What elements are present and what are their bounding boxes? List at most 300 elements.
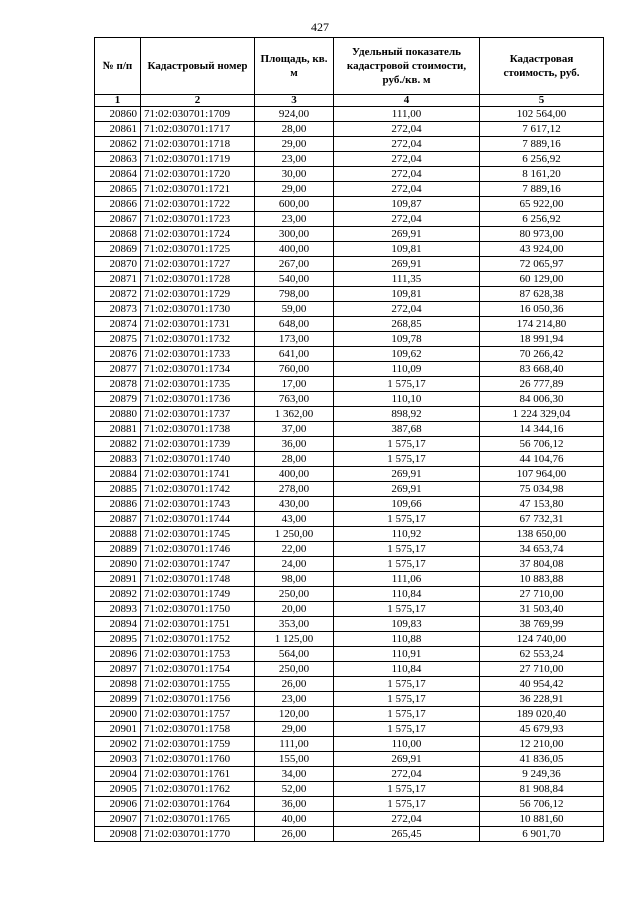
- cell-cadastral-number: 71:02:030701:1720: [141, 167, 255, 182]
- cell-cadastral-value: 72 065,97: [480, 257, 604, 272]
- cell-area: 111,00: [255, 737, 334, 752]
- cell-row-number: 20866: [95, 197, 141, 212]
- table-row: [95, 332, 604, 347]
- cell-cadastral-value: 38 769,99: [480, 617, 604, 632]
- cell-cadastral-number: 71:02:030701:1759: [141, 737, 255, 752]
- cell-cadastral-number: 71:02:030701:1723: [141, 212, 255, 227]
- cell-cadastral-number: 71:02:030701:1736: [141, 392, 255, 407]
- cell-cadastral-number: 71:02:030701:1731: [141, 317, 255, 332]
- table-row: [95, 737, 604, 752]
- cell-row-number: 20885: [95, 482, 141, 497]
- table-row: [95, 227, 604, 242]
- cell-cadastral-value: 81 908,84: [480, 782, 604, 797]
- table-row: [95, 152, 604, 167]
- cell-area: 564,00: [255, 647, 334, 662]
- cell-cadastral-value: 124 740,00: [480, 632, 604, 647]
- cell-cadastral-value: 65 922,00: [480, 197, 604, 212]
- cell-cadastral-number: 71:02:030701:1751: [141, 617, 255, 632]
- cell-unit-cost: 1 575,17: [334, 512, 480, 527]
- table-row: [95, 662, 604, 677]
- table-row: [95, 647, 604, 662]
- cell-unit-cost: 1 575,17: [334, 602, 480, 617]
- cell-cadastral-value: 1 224 329,04: [480, 407, 604, 422]
- table-row: [95, 587, 604, 602]
- cell-area: 267,00: [255, 257, 334, 272]
- cell-unit-cost: 111,06: [334, 572, 480, 587]
- table-row: [95, 602, 604, 617]
- cell-unit-cost: 1 575,17: [334, 677, 480, 692]
- cell-unit-cost: 1 575,17: [334, 437, 480, 452]
- cell-cadastral-number: 71:02:030701:1753: [141, 647, 255, 662]
- cell-unit-cost: 272,04: [334, 767, 480, 782]
- cell-area: 763,00: [255, 392, 334, 407]
- cell-row-number: 20887: [95, 512, 141, 527]
- cell-cadastral-number: 71:02:030701:1728: [141, 272, 255, 287]
- cell-area: 600,00: [255, 197, 334, 212]
- cell-unit-cost: 269,91: [334, 482, 480, 497]
- cell-area: 24,00: [255, 557, 334, 572]
- cell-row-number: 20892: [95, 587, 141, 602]
- cell-cadastral-number: 71:02:030701:1743: [141, 497, 255, 512]
- cell-row-number: 20905: [95, 782, 141, 797]
- cell-area: 20,00: [255, 602, 334, 617]
- cell-area: 641,00: [255, 347, 334, 362]
- table-row: [95, 542, 604, 557]
- cell-cadastral-value: 18 991,94: [480, 332, 604, 347]
- table-row: [95, 377, 604, 392]
- cell-row-number: 20874: [95, 317, 141, 332]
- cell-cadastral-number: 71:02:030701:1746: [141, 542, 255, 557]
- cell-row-number: 20867: [95, 212, 141, 227]
- cell-cadastral-number: 71:02:030701:1761: [141, 767, 255, 782]
- cell-row-number: 20868: [95, 227, 141, 242]
- cell-area: 648,00: [255, 317, 334, 332]
- cell-cadastral-value: 62 553,24: [480, 647, 604, 662]
- cell-cadastral-number: 71:02:030701:1734: [141, 362, 255, 377]
- cell-cadastral-value: 6 256,92: [480, 152, 604, 167]
- cell-row-number: 20875: [95, 332, 141, 347]
- cell-row-number: 20908: [95, 827, 141, 842]
- cell-cadastral-value: 44 104,76: [480, 452, 604, 467]
- table-row: [95, 362, 604, 377]
- cell-unit-cost: 110,88: [334, 632, 480, 647]
- cell-area: 36,00: [255, 797, 334, 812]
- cell-unit-cost: 1 575,17: [334, 557, 480, 572]
- cell-cadastral-number: 71:02:030701:1730: [141, 302, 255, 317]
- cell-unit-cost: 272,04: [334, 302, 480, 317]
- cell-unit-cost: 110,84: [334, 662, 480, 677]
- cell-row-number: 20884: [95, 467, 141, 482]
- cell-cadastral-value: 27 710,00: [480, 587, 604, 602]
- cell-area: 924,00: [255, 107, 334, 122]
- table-row: [95, 692, 604, 707]
- header-row-number: № п/п: [95, 38, 141, 95]
- cell-cadastral-value: 60 129,00: [480, 272, 604, 287]
- table-row: [95, 437, 604, 452]
- cell-cadastral-number: 71:02:030701:1737: [141, 407, 255, 422]
- cell-cadastral-number: 71:02:030701:1740: [141, 452, 255, 467]
- table-row: [95, 572, 604, 587]
- cell-area: 29,00: [255, 182, 334, 197]
- cell-cadastral-value: 8 161,20: [480, 167, 604, 182]
- cell-cadastral-number: 71:02:030701:1709: [141, 107, 255, 122]
- cell-area: 1 125,00: [255, 632, 334, 647]
- cell-cadastral-number: 71:02:030701:1754: [141, 662, 255, 677]
- cell-area: 30,00: [255, 167, 334, 182]
- table-row: [95, 797, 604, 812]
- table-row: [95, 482, 604, 497]
- column-index: 4: [334, 95, 480, 107]
- cell-area: 43,00: [255, 512, 334, 527]
- cell-cadastral-number: 71:02:030701:1762: [141, 782, 255, 797]
- cell-cadastral-value: 87 628,38: [480, 287, 604, 302]
- page-number: 427: [311, 20, 329, 34]
- cell-cadastral-value: 84 006,30: [480, 392, 604, 407]
- cell-area: 430,00: [255, 497, 334, 512]
- cell-area: 353,00: [255, 617, 334, 632]
- cell-cadastral-number: 71:02:030701:1750: [141, 602, 255, 617]
- cell-unit-cost: 110,00: [334, 737, 480, 752]
- cell-cadastral-value: 174 214,80: [480, 317, 604, 332]
- cell-unit-cost: 269,91: [334, 227, 480, 242]
- cell-unit-cost: 110,84: [334, 587, 480, 602]
- cell-cadastral-value: 56 706,12: [480, 437, 604, 452]
- cell-unit-cost: 272,04: [334, 182, 480, 197]
- cell-area: 59,00: [255, 302, 334, 317]
- cell-unit-cost: 111,35: [334, 272, 480, 287]
- cell-unit-cost: 109,83: [334, 617, 480, 632]
- table-row: [95, 632, 604, 647]
- cell-cadastral-value: 83 668,40: [480, 362, 604, 377]
- cell-cadastral-number: 71:02:030701:1752: [141, 632, 255, 647]
- cell-area: 17,00: [255, 377, 334, 392]
- cell-cadastral-number: 71:02:030701:1738: [141, 422, 255, 437]
- cell-area: 36,00: [255, 437, 334, 452]
- cell-cadastral-value: 12 210,00: [480, 737, 604, 752]
- cell-row-number: 20864: [95, 167, 141, 182]
- cell-unit-cost: 272,04: [334, 212, 480, 227]
- cell-row-number: 20870: [95, 257, 141, 272]
- table-row: [95, 137, 604, 152]
- table-row: [95, 422, 604, 437]
- table-row: [95, 677, 604, 692]
- cell-row-number: 20902: [95, 737, 141, 752]
- cell-area: 23,00: [255, 692, 334, 707]
- cell-cadastral-value: 43 924,00: [480, 242, 604, 257]
- cell-row-number: 20873: [95, 302, 141, 317]
- cell-cadastral-value: 9 249,36: [480, 767, 604, 782]
- cell-unit-cost: 387,68: [334, 422, 480, 437]
- cell-cadastral-number: 71:02:030701:1745: [141, 527, 255, 542]
- cell-cadastral-value: 7 889,16: [480, 137, 604, 152]
- cell-area: 300,00: [255, 227, 334, 242]
- cell-cadastral-number: 71:02:030701:1741: [141, 467, 255, 482]
- cell-unit-cost: 268,85: [334, 317, 480, 332]
- cell-unit-cost: 898,92: [334, 407, 480, 422]
- cell-cadastral-value: 67 732,31: [480, 512, 604, 527]
- cell-area: 760,00: [255, 362, 334, 377]
- cadastral-value-table: [94, 37, 604, 842]
- table-row: [95, 347, 604, 362]
- cell-cadastral-number: 71:02:030701:1727: [141, 257, 255, 272]
- cell-cadastral-value: 10 883,88: [480, 572, 604, 587]
- cell-area: 26,00: [255, 827, 334, 842]
- cell-cadastral-number: 71:02:030701:1749: [141, 587, 255, 602]
- cell-area: 250,00: [255, 587, 334, 602]
- cell-area: 52,00: [255, 782, 334, 797]
- cell-unit-cost: 109,78: [334, 332, 480, 347]
- table-row: [95, 407, 604, 422]
- cell-row-number: 20890: [95, 557, 141, 572]
- table-row: [95, 782, 604, 797]
- cell-unit-cost: 269,91: [334, 752, 480, 767]
- cell-unit-cost: 109,87: [334, 197, 480, 212]
- cell-cadastral-number: 71:02:030701:1765: [141, 812, 255, 827]
- cell-cadastral-value: 138 650,00: [480, 527, 604, 542]
- cell-cadastral-number: 71:02:030701:1755: [141, 677, 255, 692]
- cell-row-number: 20860: [95, 107, 141, 122]
- cell-row-number: 20907: [95, 812, 141, 827]
- cell-cadastral-value: 7 889,16: [480, 182, 604, 197]
- cell-cadastral-number: 71:02:030701:1733: [141, 347, 255, 362]
- cell-row-number: 20882: [95, 437, 141, 452]
- cell-cadastral-value: 6 256,92: [480, 212, 604, 227]
- table-row: [95, 302, 604, 317]
- cell-cadastral-number: 71:02:030701:1739: [141, 437, 255, 452]
- table-row: [95, 107, 604, 122]
- cell-unit-cost: 272,04: [334, 812, 480, 827]
- cell-area: 28,00: [255, 122, 334, 137]
- cell-row-number: 20879: [95, 392, 141, 407]
- cell-cadastral-value: 75 034,98: [480, 482, 604, 497]
- cell-row-number: 20899: [95, 692, 141, 707]
- cell-row-number: 20869: [95, 242, 141, 257]
- cell-row-number: 20906: [95, 797, 141, 812]
- cell-unit-cost: 110,09: [334, 362, 480, 377]
- cell-row-number: 20883: [95, 452, 141, 467]
- cell-cadastral-value: 107 964,00: [480, 467, 604, 482]
- cell-area: 1 362,00: [255, 407, 334, 422]
- cell-cadastral-number: 71:02:030701:1724: [141, 227, 255, 242]
- cell-row-number: 20871: [95, 272, 141, 287]
- column-index: 2: [141, 95, 255, 107]
- table-row: [95, 122, 604, 137]
- cell-unit-cost: 265,45: [334, 827, 480, 842]
- cell-cadastral-number: 71:02:030701:1758: [141, 722, 255, 737]
- cell-cadastral-value: 6 901,70: [480, 827, 604, 842]
- cell-unit-cost: 109,62: [334, 347, 480, 362]
- cell-area: 540,00: [255, 272, 334, 287]
- cell-row-number: 20861: [95, 122, 141, 137]
- cell-cadastral-number: 71:02:030701:1735: [141, 377, 255, 392]
- column-index: 3: [255, 95, 334, 107]
- cell-area: 37,00: [255, 422, 334, 437]
- cell-cadastral-value: 31 503,40: [480, 602, 604, 617]
- cell-area: 26,00: [255, 677, 334, 692]
- column-index: 1: [95, 95, 141, 107]
- cell-unit-cost: 1 575,17: [334, 707, 480, 722]
- cell-cadastral-value: 34 653,74: [480, 542, 604, 557]
- cell-cadastral-value: 70 266,42: [480, 347, 604, 362]
- table-row: [95, 317, 604, 332]
- cell-cadastral-value: 102 564,00: [480, 107, 604, 122]
- cell-area: 34,00: [255, 767, 334, 782]
- cell-cadastral-value: 189 020,40: [480, 707, 604, 722]
- cell-cadastral-number: 71:02:030701:1748: [141, 572, 255, 587]
- cell-cadastral-value: 36 228,91: [480, 692, 604, 707]
- cell-row-number: 20863: [95, 152, 141, 167]
- cell-area: 98,00: [255, 572, 334, 587]
- cell-row-number: 20862: [95, 137, 141, 152]
- cell-cadastral-number: 71:02:030701:1732: [141, 332, 255, 347]
- cell-row-number: 20895: [95, 632, 141, 647]
- cell-cadastral-value: 7 617,12: [480, 122, 604, 137]
- cell-unit-cost: 272,04: [334, 152, 480, 167]
- cell-cadastral-number: 71:02:030701:1756: [141, 692, 255, 707]
- cell-row-number: 20865: [95, 182, 141, 197]
- table-row: [95, 182, 604, 197]
- cell-area: 28,00: [255, 452, 334, 467]
- cell-unit-cost: 109,66: [334, 497, 480, 512]
- cell-row-number: 20900: [95, 707, 141, 722]
- table-row: [95, 722, 604, 737]
- cell-row-number: 20891: [95, 572, 141, 587]
- table-row: [95, 557, 604, 572]
- cell-row-number: 20880: [95, 407, 141, 422]
- cell-cadastral-value: 47 153,80: [480, 497, 604, 512]
- cell-cadastral-value: 14 344,16: [480, 422, 604, 437]
- cell-unit-cost: 1 575,17: [334, 782, 480, 797]
- cell-row-number: 20886: [95, 497, 141, 512]
- cell-area: 173,00: [255, 332, 334, 347]
- cell-cadastral-value: 16 050,36: [480, 302, 604, 317]
- cell-cadastral-number: 71:02:030701:1744: [141, 512, 255, 527]
- cell-unit-cost: 272,04: [334, 137, 480, 152]
- cell-area: 250,00: [255, 662, 334, 677]
- cell-unit-cost: 1 575,17: [334, 377, 480, 392]
- cell-row-number: 20901: [95, 722, 141, 737]
- cell-cadastral-value: 56 706,12: [480, 797, 604, 812]
- table-row: [95, 392, 604, 407]
- cell-row-number: 20889: [95, 542, 141, 557]
- table-body: [95, 107, 604, 842]
- cell-area: 155,00: [255, 752, 334, 767]
- table-row: [95, 257, 604, 272]
- table-row: [95, 617, 604, 632]
- cell-unit-cost: 111,00: [334, 107, 480, 122]
- table-row: [95, 242, 604, 257]
- cell-cadastral-value: 26 777,89: [480, 377, 604, 392]
- table-row: [95, 707, 604, 722]
- header-cadastral-number: Кадастровый номер: [141, 38, 255, 95]
- cell-area: 23,00: [255, 152, 334, 167]
- cell-unit-cost: 110,92: [334, 527, 480, 542]
- cell-row-number: 20903: [95, 752, 141, 767]
- cell-area: 40,00: [255, 812, 334, 827]
- table-row: [95, 212, 604, 227]
- cell-area: 400,00: [255, 242, 334, 257]
- cell-cadastral-number: 71:02:030701:1747: [141, 557, 255, 572]
- cell-unit-cost: 109,81: [334, 242, 480, 257]
- cell-unit-cost: 110,91: [334, 647, 480, 662]
- cell-row-number: 20896: [95, 647, 141, 662]
- cell-cadastral-number: 71:02:030701:1719: [141, 152, 255, 167]
- cell-cadastral-value: 40 954,42: [480, 677, 604, 692]
- table-row: [95, 467, 604, 482]
- cell-cadastral-number: 71:02:030701:1757: [141, 707, 255, 722]
- cell-row-number: 20894: [95, 617, 141, 632]
- cell-cadastral-number: 71:02:030701:1718: [141, 137, 255, 152]
- cell-row-number: 20872: [95, 287, 141, 302]
- cell-unit-cost: 1 575,17: [334, 797, 480, 812]
- cell-cadastral-number: 71:02:030701:1742: [141, 482, 255, 497]
- table-row: [95, 272, 604, 287]
- table-row: [95, 452, 604, 467]
- cell-area: 400,00: [255, 467, 334, 482]
- cell-cadastral-number: 71:02:030701:1770: [141, 827, 255, 842]
- cell-area: 278,00: [255, 482, 334, 497]
- table-row: [95, 827, 604, 842]
- cell-area: 29,00: [255, 137, 334, 152]
- cell-area: 120,00: [255, 707, 334, 722]
- cell-unit-cost: 272,04: [334, 122, 480, 137]
- cell-unit-cost: 1 575,17: [334, 722, 480, 737]
- cell-row-number: 20876: [95, 347, 141, 362]
- cell-cadastral-value: 45 679,93: [480, 722, 604, 737]
- cell-unit-cost: 1 575,17: [334, 542, 480, 557]
- header-unit-cost-index: Удельный показатель кадастровой стоимости, руб./кв. м: [334, 38, 480, 95]
- cell-unit-cost: 1 575,17: [334, 452, 480, 467]
- table-row: [95, 497, 604, 512]
- cell-area: 1 250,00: [255, 527, 334, 542]
- header-area: Площадь, кв. м: [255, 38, 334, 95]
- table-row: [95, 527, 604, 542]
- cell-unit-cost: 110,10: [334, 392, 480, 407]
- cell-area: 23,00: [255, 212, 334, 227]
- cell-row-number: 20904: [95, 767, 141, 782]
- cell-row-number: 20897: [95, 662, 141, 677]
- table-row: [95, 767, 604, 782]
- cell-cadastral-value: 27 710,00: [480, 662, 604, 677]
- cell-area: 798,00: [255, 287, 334, 302]
- cell-row-number: 20877: [95, 362, 141, 377]
- cell-unit-cost: 1 575,17: [334, 692, 480, 707]
- cell-area: 29,00: [255, 722, 334, 737]
- cell-row-number: 20878: [95, 377, 141, 392]
- cell-unit-cost: 269,91: [334, 467, 480, 482]
- cell-cadastral-number: 71:02:030701:1717: [141, 122, 255, 137]
- cell-cadastral-number: 71:02:030701:1721: [141, 182, 255, 197]
- cell-row-number: 20898: [95, 677, 141, 692]
- cell-unit-cost: 109,81: [334, 287, 480, 302]
- table-row: [95, 512, 604, 527]
- table-row: [95, 812, 604, 827]
- cell-cadastral-value: 41 836,05: [480, 752, 604, 767]
- cell-unit-cost: 269,91: [334, 257, 480, 272]
- table-row: [95, 752, 604, 767]
- cell-cadastral-value: 37 804,08: [480, 557, 604, 572]
- cell-cadastral-number: 71:02:030701:1725: [141, 242, 255, 257]
- cell-cadastral-value: 80 973,00: [480, 227, 604, 242]
- cell-row-number: 20888: [95, 527, 141, 542]
- cell-area: 22,00: [255, 542, 334, 557]
- cell-cadastral-number: 71:02:030701:1722: [141, 197, 255, 212]
- header-cadastral-value: Кадастровая стоимость, руб.: [480, 38, 604, 95]
- cell-row-number: 20893: [95, 602, 141, 617]
- table-row: [95, 287, 604, 302]
- cell-unit-cost: 272,04: [334, 167, 480, 182]
- cell-cadastral-number: 71:02:030701:1760: [141, 752, 255, 767]
